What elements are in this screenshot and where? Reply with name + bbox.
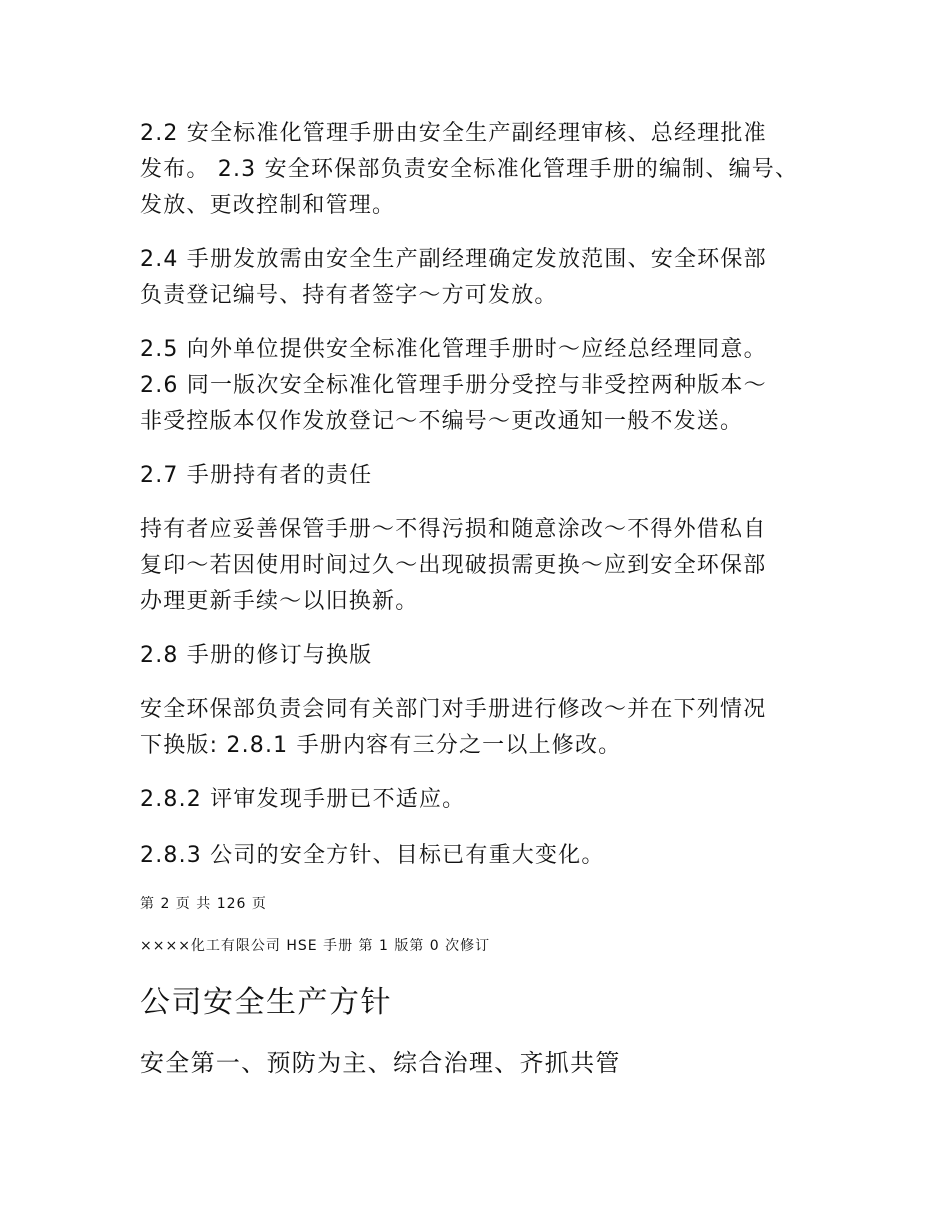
policy-statement: 安全第一、预防为主、综合治理、齐抓共管 (140, 1049, 621, 1077)
body-line-2-4-cont: 负责登记编号、持有者签字～方可发放。 (140, 283, 558, 308)
body-line-2-5: 2.5 向外单位提供安全标准化管理手册时～应经总经理同意。 (140, 337, 767, 362)
page-number: 第 2 页 共 126 页 (140, 896, 267, 912)
policy-title: 公司安全生产方针 (140, 985, 392, 1020)
body-line-revision-2: 下换版: 2.8.1 手册内容有三分之一以上修改。 (140, 733, 622, 758)
body-line-2-6: 2.6 同一版次安全标准化管理手册分受控与非受控两种版本～ (140, 373, 767, 398)
body-line-2-6-cont: 非受控版本仅作发放登记～不编号～更改通知一般不发送。 (140, 409, 744, 434)
body-line-2-3: 发布。 2.3 安全环保部负责安全标准化管理手册的编制、编号、 (140, 157, 799, 182)
body-line-2-3-cont: 发放、更改控制和管理。 (140, 193, 396, 218)
body-line-2-8-3: 2.8.3 公司的安全方针、目标已有重大变化。 (140, 843, 605, 868)
section-heading-2-7: 2.7 手册持有者的责任 (140, 463, 373, 488)
body-line-2-8-2: 2.8.2 评审发现手册已不适应。 (140, 787, 466, 812)
body-line-holder-3: 办理更新手续～以旧换新。 (140, 589, 419, 614)
body-line-holder-2: 复印～若因使用时间过久～出现破损需更换～应到安全环保部 (140, 553, 767, 578)
section-heading-2-8: 2.8 手册的修订与换版 (140, 643, 373, 668)
body-line-2-2: 2.2 安全标准化管理手册由安全生产副经理审核、总经理批准 (140, 121, 767, 146)
body-line-revision-1: 安全环保部负责会同有关部门对手册进行修改～并在下列情况 (140, 697, 767, 722)
body-line-holder-1: 持有者应妥善保管手册～不得污损和随意涂改～不得外借私自 (140, 517, 767, 542)
body-line-2-4: 2.4 手册发放需由安全生产副经理确定发放范围、安全环保部 (140, 247, 767, 272)
document-running-header: ××××化工有限公司 HSE 手册 第 1 版第 0 次修订 (140, 938, 491, 954)
